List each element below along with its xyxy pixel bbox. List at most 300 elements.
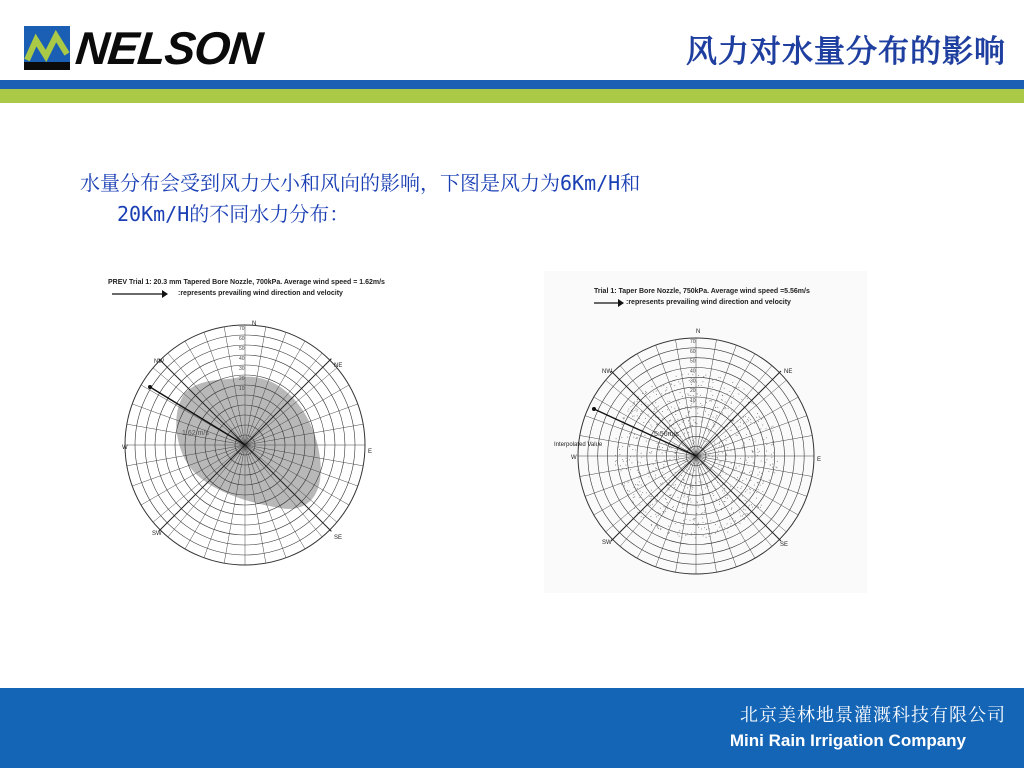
density-dot (657, 526, 658, 527)
density-dot (682, 440, 683, 441)
density-dot (659, 450, 660, 451)
density-dot (645, 393, 646, 394)
density-dot (632, 449, 633, 450)
body-paragraph (80, 168, 880, 230)
density-dot (680, 392, 681, 393)
density-dot (633, 487, 634, 488)
density-dot (684, 492, 685, 493)
density-dot (696, 382, 697, 383)
header-divider-blue (0, 80, 1024, 89)
density-dot (727, 532, 728, 533)
density-dot (670, 495, 671, 496)
density-dot (687, 428, 688, 429)
density-dot (682, 507, 683, 508)
density-dot (719, 411, 720, 412)
density-dot (668, 487, 669, 488)
density-dot (616, 460, 617, 461)
density-dot (745, 500, 746, 501)
density-dot (695, 451, 696, 452)
density-dot (669, 489, 670, 490)
density-dot (697, 408, 698, 409)
density-dot (658, 512, 659, 513)
density-dot (678, 381, 679, 382)
density-dot (713, 426, 714, 427)
density-dot (634, 403, 635, 404)
density-dot (727, 447, 728, 448)
density-dot (627, 411, 628, 412)
density-dot (688, 420, 689, 421)
density-dot (748, 417, 749, 418)
density-dot (630, 469, 631, 470)
density-dot (760, 429, 761, 430)
density-dot (733, 420, 734, 421)
density-dot (752, 450, 753, 451)
density-dot (702, 498, 703, 499)
density-dot (643, 511, 644, 512)
density-dot (747, 398, 748, 399)
density-dot (692, 440, 693, 441)
density-dot (698, 506, 699, 507)
density-dot (621, 437, 622, 438)
density-dot (727, 528, 728, 529)
density-dot (743, 417, 744, 418)
density-dot (663, 467, 664, 468)
density-dot (757, 474, 758, 475)
density-dot (655, 432, 656, 433)
density-dot (656, 525, 657, 526)
density-dot (766, 444, 767, 445)
density-dot (700, 455, 701, 456)
density-dot (722, 412, 723, 413)
density-dot (719, 501, 720, 502)
density-dot (736, 427, 737, 428)
density-dot (650, 436, 651, 437)
density-dot (625, 465, 626, 466)
density-dot (705, 488, 706, 489)
density-dot (731, 401, 732, 402)
density-dot (664, 428, 665, 429)
density-dot (731, 463, 732, 464)
density-dot (741, 464, 742, 465)
density-dot (743, 509, 744, 510)
density-dot (681, 485, 682, 486)
density-dot (731, 509, 732, 510)
density-dot (641, 457, 642, 458)
density-dot (732, 382, 733, 383)
density-dot (759, 472, 760, 473)
density-dot (713, 495, 714, 496)
density-dot (675, 472, 676, 473)
density-dot (654, 471, 655, 472)
density-dot (757, 455, 758, 456)
density-dot (729, 435, 730, 436)
density-dot (662, 482, 663, 483)
slide-title: 风力对水量分布的影响 (686, 34, 1006, 70)
density-dot (669, 459, 670, 460)
density-dot (693, 519, 694, 520)
density-dot (690, 418, 691, 419)
density-dot (722, 395, 723, 396)
density-dot (732, 518, 733, 519)
density-dot (742, 445, 743, 446)
ring-label: 70 (690, 339, 696, 345)
density-dot (748, 507, 749, 508)
density-dot (680, 502, 681, 503)
density-dot (741, 399, 742, 400)
density-dot (652, 386, 653, 387)
density-dot (674, 457, 675, 458)
density-dot (758, 421, 759, 422)
polar-grid (100, 263, 450, 577)
density-dot (660, 483, 661, 484)
density-dot (634, 402, 635, 403)
density-dot (774, 472, 775, 473)
density-dot (725, 405, 726, 406)
density-dot (719, 504, 720, 505)
density-dot (715, 447, 716, 448)
density-dot (762, 425, 763, 426)
density-dot (663, 385, 664, 386)
density-dot (759, 416, 760, 417)
density-dot (760, 507, 761, 508)
density-dot (687, 466, 688, 467)
density-dot (671, 425, 672, 426)
density-dot (739, 511, 740, 512)
density-dot (749, 433, 750, 434)
density-dot (731, 523, 732, 524)
density-dot (650, 516, 651, 517)
density-dot (669, 447, 670, 448)
density-dot (734, 477, 735, 478)
density-dot (758, 489, 759, 490)
density-dot (680, 383, 681, 384)
density-dot (662, 472, 663, 473)
density-dot (662, 452, 663, 453)
density-dot (660, 529, 661, 530)
density-dot (753, 462, 754, 463)
density-dot (694, 442, 695, 443)
density-dot (735, 525, 736, 526)
density-dot (743, 514, 744, 515)
density-dot (651, 426, 652, 427)
density-dot (730, 430, 731, 431)
density-dot (639, 418, 640, 419)
density-dot (726, 440, 727, 441)
density-dot (637, 488, 638, 489)
density-dot (764, 466, 765, 467)
density-dot (626, 461, 627, 462)
density-dot (703, 440, 704, 441)
density-dot (656, 501, 657, 502)
density-dot (627, 437, 628, 438)
figure-caption: Trial 1: Taper Bore Nozzle, 750kPa. Average wind speed =5.56m/s (594, 288, 810, 295)
density-dot (725, 401, 726, 402)
density-dot (744, 472, 745, 473)
direction-w: W (122, 445, 128, 451)
density-dot (747, 513, 748, 514)
density-dot (674, 420, 675, 421)
density-dot (680, 464, 681, 465)
density-dot (656, 468, 657, 469)
density-dot (739, 481, 740, 482)
density-dot (633, 502, 634, 503)
density-dot (657, 425, 658, 426)
density-dot (731, 450, 732, 451)
density-dot (669, 421, 670, 422)
density-dot (740, 515, 741, 516)
density-dot (750, 422, 751, 423)
density-dot (748, 465, 749, 466)
density-dot (675, 532, 676, 533)
density-dot (688, 395, 689, 396)
density-dot (678, 457, 679, 458)
density-dot (766, 428, 767, 429)
density-dot (705, 473, 706, 474)
density-dot (679, 536, 680, 537)
density-dot (667, 532, 668, 533)
direction-nw: NW (602, 369, 612, 375)
density-dot (675, 523, 676, 524)
density-dot (748, 420, 749, 421)
density-dot (683, 420, 684, 421)
density-dot (712, 491, 713, 492)
wind-distribution-figure-low (100, 263, 450, 577)
density-dot (695, 466, 696, 467)
density-dot (675, 453, 676, 454)
density-dot (725, 497, 726, 498)
density-dot (731, 514, 732, 515)
figure-legend-text: :represents prevailing wind direction and velocity (178, 290, 343, 297)
density-dot (773, 472, 774, 473)
density-dot (736, 429, 737, 430)
density-dot (720, 475, 721, 476)
density-dot (701, 482, 702, 483)
density-dot (624, 485, 625, 486)
density-dot (665, 443, 666, 444)
density-dot (684, 504, 685, 505)
density-dot (691, 486, 692, 487)
density-dot (634, 410, 635, 411)
density-dot (648, 441, 649, 442)
density-dot (746, 460, 747, 461)
density-dot (714, 424, 715, 425)
density-dot (641, 516, 642, 517)
density-dot (713, 417, 714, 418)
wind-direction-arrow (594, 409, 696, 456)
density-dot (705, 508, 706, 509)
density-dot (703, 535, 704, 536)
density-dot (683, 434, 684, 435)
density-dot (728, 516, 729, 517)
density-dot (638, 477, 639, 478)
density-dot (646, 392, 647, 393)
density-dot (670, 420, 671, 421)
ring-label: 10 (239, 386, 245, 392)
density-dot (634, 508, 635, 509)
direction-sw: SW (152, 531, 162, 537)
density-dot (748, 483, 749, 484)
density-dot (743, 423, 744, 424)
density-dot (731, 501, 732, 502)
density-dot (633, 437, 634, 438)
density-dot (762, 483, 763, 484)
ring-label: 40 (690, 368, 696, 375)
density-dot (744, 519, 745, 520)
density-dot (665, 393, 666, 394)
density-dot (649, 452, 650, 453)
density-dot (667, 409, 668, 410)
density-dot (652, 403, 653, 404)
density-dot (712, 456, 713, 457)
density-dot (679, 424, 680, 425)
density-dot (738, 393, 739, 394)
density-dot (724, 527, 725, 528)
density-dot (674, 408, 675, 409)
density-dot (701, 529, 702, 530)
density-dot (665, 452, 666, 453)
density-dot (694, 520, 695, 521)
density-dot (622, 446, 623, 447)
density-dot (742, 495, 743, 496)
density-dot (717, 407, 718, 408)
density-dot (668, 449, 669, 450)
density-dot (736, 387, 737, 388)
density-dot (630, 406, 631, 407)
density-dot (751, 402, 752, 403)
density-dot (718, 451, 719, 452)
density-dot (711, 414, 712, 415)
density-dot (702, 512, 703, 513)
density-dot (715, 524, 716, 525)
density-dot (700, 483, 701, 484)
density-dot (648, 476, 649, 477)
density-dot (718, 447, 719, 448)
density-dot (737, 421, 738, 422)
density-dot (638, 485, 639, 486)
density-dot (745, 509, 746, 510)
density-dot (708, 414, 709, 415)
density-dot (706, 537, 707, 538)
wind-speed-label: 5.56m/s (654, 431, 679, 438)
density-dot (697, 394, 698, 395)
density-dot (759, 482, 760, 483)
density-dot (738, 387, 739, 388)
density-dot (708, 426, 709, 427)
density-dot (677, 534, 678, 535)
density-dot (714, 425, 715, 426)
density-dot (703, 455, 704, 456)
density-dot (691, 533, 692, 534)
density-dot (754, 439, 755, 440)
density-dot (666, 499, 667, 500)
density-dot (638, 469, 639, 470)
density-dot (698, 524, 699, 525)
density-dot (753, 490, 754, 491)
density-dot (746, 501, 747, 502)
density-dot (658, 432, 659, 433)
density-dot (750, 419, 751, 420)
density-dot (685, 534, 686, 535)
density-dot (624, 418, 625, 419)
density-dot (695, 482, 696, 483)
density-dot (643, 422, 644, 423)
density-dot (700, 403, 701, 404)
density-dot (637, 459, 638, 460)
density-dot (770, 465, 771, 466)
density-dot (648, 504, 649, 505)
density-dot (753, 451, 754, 452)
density-dot (712, 395, 713, 396)
density-dot (695, 438, 696, 439)
density-dot (639, 481, 640, 482)
density-dot (645, 485, 646, 486)
density-dot (616, 438, 617, 439)
density-dot (749, 472, 750, 473)
density-dot (637, 470, 638, 471)
density-dot (672, 507, 673, 508)
density-dot (697, 525, 698, 526)
density-dot (773, 452, 774, 453)
density-dot (727, 406, 728, 407)
density-dot (733, 396, 734, 397)
direction-nw: NW (154, 359, 164, 365)
header-divider-green (0, 89, 1024, 103)
density-dot (650, 453, 651, 454)
density-dot (699, 481, 700, 482)
density-dot (771, 457, 772, 458)
density-dot (680, 523, 681, 524)
density-dot (695, 434, 696, 435)
density-dot (698, 385, 699, 386)
density-dot (619, 449, 620, 450)
density-dot (749, 488, 750, 489)
density-dot (637, 415, 638, 416)
density-dot (736, 467, 737, 468)
density-dot (752, 507, 753, 508)
density-dot (747, 489, 748, 490)
density-dot (716, 514, 717, 515)
density-dot (635, 450, 636, 451)
density-dot (653, 411, 654, 412)
density-dot (637, 409, 638, 410)
density-dot (720, 461, 721, 462)
density-dot (761, 460, 762, 461)
density-dot (734, 521, 735, 522)
density-dot (685, 407, 686, 408)
density-dot (711, 482, 712, 483)
density-dot (727, 498, 728, 499)
density-dot (615, 461, 616, 462)
density-dot (711, 533, 712, 534)
density-dot (636, 408, 637, 409)
density-dot (703, 376, 704, 377)
density-dot (710, 521, 711, 522)
density-dot (657, 486, 658, 487)
body-line-2: 20Km/H的不同水力分布： (117, 202, 350, 226)
density-dot (721, 447, 722, 448)
density-dot (623, 417, 624, 418)
polar-grid (544, 271, 867, 593)
density-dot (640, 413, 641, 414)
density-dot (729, 391, 730, 392)
density-dot (665, 477, 666, 478)
density-dot (651, 524, 652, 525)
density-dot (696, 513, 697, 514)
density-dot (704, 510, 705, 511)
density-dot (721, 509, 722, 510)
density-dot (673, 519, 674, 520)
density-dot (728, 466, 729, 467)
